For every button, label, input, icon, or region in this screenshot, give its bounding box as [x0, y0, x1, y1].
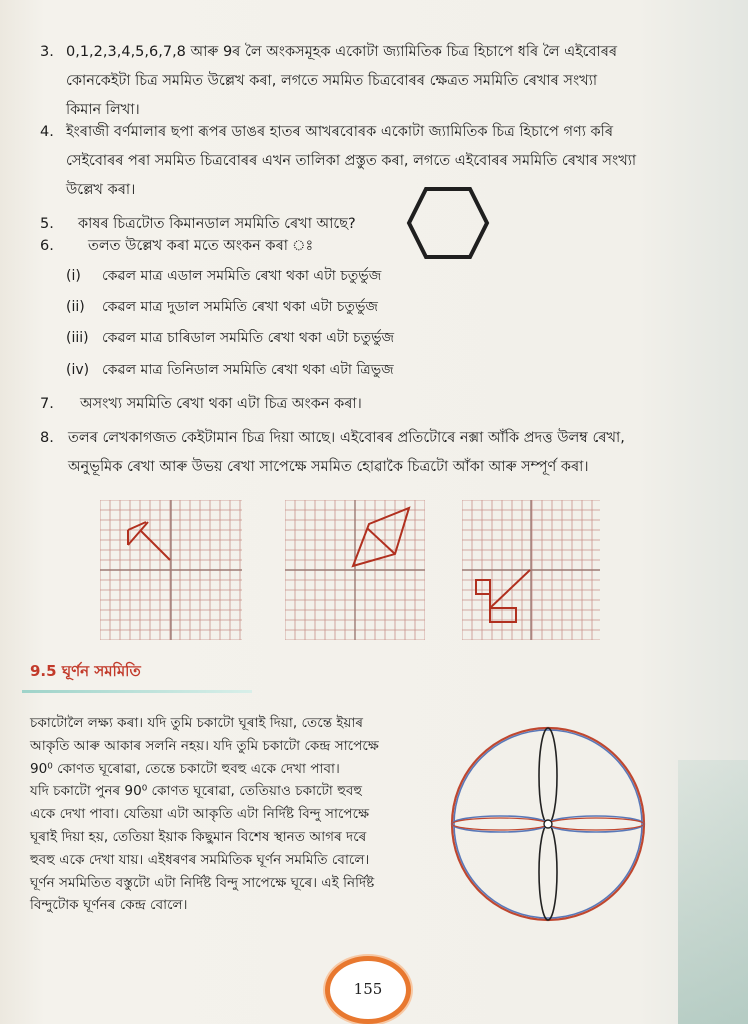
question-3 [40, 38, 690, 128]
section-underline [22, 690, 252, 693]
body-paragraph [30, 712, 450, 917]
question-number: 8. [40, 430, 54, 446]
question-4 [40, 118, 690, 208]
page-number-badge [325, 956, 411, 1024]
sub-item-number: (iv) [66, 362, 90, 378]
question-text-line: কাষৰ চিত্ৰটোত কিমানডাল সমমিতি ৰেখা আছে? [78, 216, 356, 232]
question-6 [40, 232, 420, 261]
question-8 [40, 424, 700, 484]
section-heading [30, 660, 141, 685]
section-title-text: ঘূৰ্ণন সমমিতি [61, 662, 141, 680]
question-text-line: তলত উল্লেখ কৰা মতে অংকন কৰা ঃ [88, 238, 314, 254]
partial-figure-shape [353, 508, 409, 566]
sub-item-text: কেৱল মাত্ৰ এডাল সমমিতি ৰেখা থকা এটা চতুৰ্ভুজ [102, 268, 382, 284]
question-text-line: অনুভূমিক ৰেখা আৰু উভয় ৰেখা সাপেক্ষে সমমিত হোৱাকৈ চিত্ৰটো আঁকা আৰু সম্পূৰ্ণ কৰা। [68, 459, 589, 475]
question-text-line: তলৰ লেখকাগজত কেইটামান চিত্ৰ দিয়া আছে। এইবোৰৰ প্ৰতিটোৰে নক্সা আঁকি প্ৰদত্ত উলম্ব ৰেখা, [68, 430, 625, 446]
graph-paper-figure-2 [285, 500, 425, 640]
question-number: 3. [40, 44, 54, 60]
paragraph-line: হুবহু একে দেখা যায়। এইধৰণৰ সমমিতিক ঘূৰ্ণন সমমিতি বোলে। [30, 851, 370, 868]
sub-item-text: কেৱল মাত্ৰ দুডাল সমমিতি ৰেখা থকা এটা চতুৰ্ভুজ [102, 299, 378, 315]
question-text-line: অসংখ্য সমমিতি ৰেখা থকা এটা চিত্ৰ অংকন কৰা। [80, 396, 362, 412]
question-number: 7. [40, 396, 54, 412]
paragraph-line: যদি চকাটো পুনৰ 90⁰ কোণত ঘূৰোৱা, তেতিয়াও চকাটো হুবহু [30, 783, 363, 800]
paragraph-line: 90⁰ কোণত ঘূৰোৱা, তেন্তে চকাটো হুবহু একে দেখা পাবা। [30, 760, 340, 777]
question-text-line: ইংৰাজী বৰ্ণমালাৰ ছপা ৰূপৰ ডাঙৰ হাতৰ আখৰবোৰক একোটা জ্যামিতিক চিত্ৰ হিচাপে গণ্য কৰি [66, 124, 613, 140]
sub-item-text: কেৱল মাত্ৰ চাৰিডাল সমমিতি ৰেখা থকা এটা চতুৰ্ভুজ [102, 330, 395, 346]
paragraph-line: চকাটোলৈ লক্ষ্য কৰা। যদি তুমি চকাটো ঘূৰাই দিয়া, তেন্তে ইয়াৰ [30, 715, 364, 731]
sub-item-number: (iii) [66, 330, 89, 346]
sub-item-text: কেৱল মাত্ৰ তিনিডাল সমমিতি ৰেখা থকা এটা ত্ৰিভুজ [102, 362, 394, 378]
hexagon-shape [409, 189, 487, 257]
question-text-line: কোনকেইটা চিত্ৰ সমমিত উল্লেখ কৰা, লগতে সমমিত চিত্ৰবোৰৰ ক্ষেত্ৰত সমমিতি ৰেখাৰ সংখ্যা [66, 73, 598, 89]
sub-item-iii [66, 327, 466, 349]
wheel-petal-bottom [539, 824, 557, 920]
sub-item-number: (i) [66, 268, 81, 284]
question-number: 4. [40, 124, 54, 140]
paragraph-line: ঘূৰাই দিয়া হয়, তেতিয়া ইয়াক কিছুমান বিশেষ স্থানত আগৰ দৰে [30, 828, 367, 845]
question-text-line: উল্লেখ কৰা। [66, 182, 136, 198]
paragraph-line: বিন্দুটোক ঘূৰ্ণনৰ কেন্দ্ৰ বোলে। [30, 897, 188, 914]
section-number: 9.5 [30, 662, 57, 680]
question-text-line: কিমান লিখা। [66, 102, 140, 118]
question-number: 5. [40, 216, 54, 232]
sub-item-number: (ii) [66, 299, 85, 315]
paragraph-line: একে দেখা পাবা। যেতিয়া এটা আকৃতি এটা নিৰ্দিষ্ট বিন্দু সাপেক্ষে [30, 806, 370, 823]
sub-item-ii [66, 296, 466, 318]
wheel-petal-left-outline [452, 818, 548, 830]
paragraph-line: ঘূৰ্ণন সমমিতিত বস্তুটো এটা নিৰ্দিষ্ট বিন্দু সাপেক্ষে ঘূৰে। এই নিৰ্দিষ্ট [30, 874, 375, 891]
sub-item-i [66, 265, 466, 287]
page-number: 155 [353, 980, 383, 998]
page-corner-shade [678, 760, 748, 1024]
graph-paper-figure-3 [462, 500, 600, 640]
wheel-rotational-symmetry-figure [446, 722, 650, 926]
question-number: 6. [40, 238, 54, 254]
wheel-petal-right-outline [548, 818, 644, 830]
question-7 [40, 390, 440, 419]
wheel-petal-top [539, 728, 557, 824]
paragraph-line: আকৃতি আৰু আকাৰ সলনি নহয়। যদি তুমি চকাটো কেন্দ্ৰ সাপেক্ষে [30, 737, 379, 754]
sub-item-iv [66, 359, 466, 381]
wheel-center-point [544, 820, 552, 828]
graph-paper-figure-1 [100, 500, 242, 640]
question-text-line: সেইবোৰৰ পৰা সমমিত চিত্ৰবোৰৰ এখন তালিকা প্ৰস্তুত কৰা, লগতে এইবোৰৰ সমমিতি ৰেখাৰ সংখ্যা [66, 153, 637, 169]
question-text-line: 0,1,2,3,4,5,6,7,8 আৰু 9ৰ লৈ অংকসমূহক একোটা জ্যামিতিক চিত্ৰ হিচাপে ধৰি লৈ এইবোৰৰ [66, 44, 618, 60]
partial-figure-shape [128, 522, 170, 560]
